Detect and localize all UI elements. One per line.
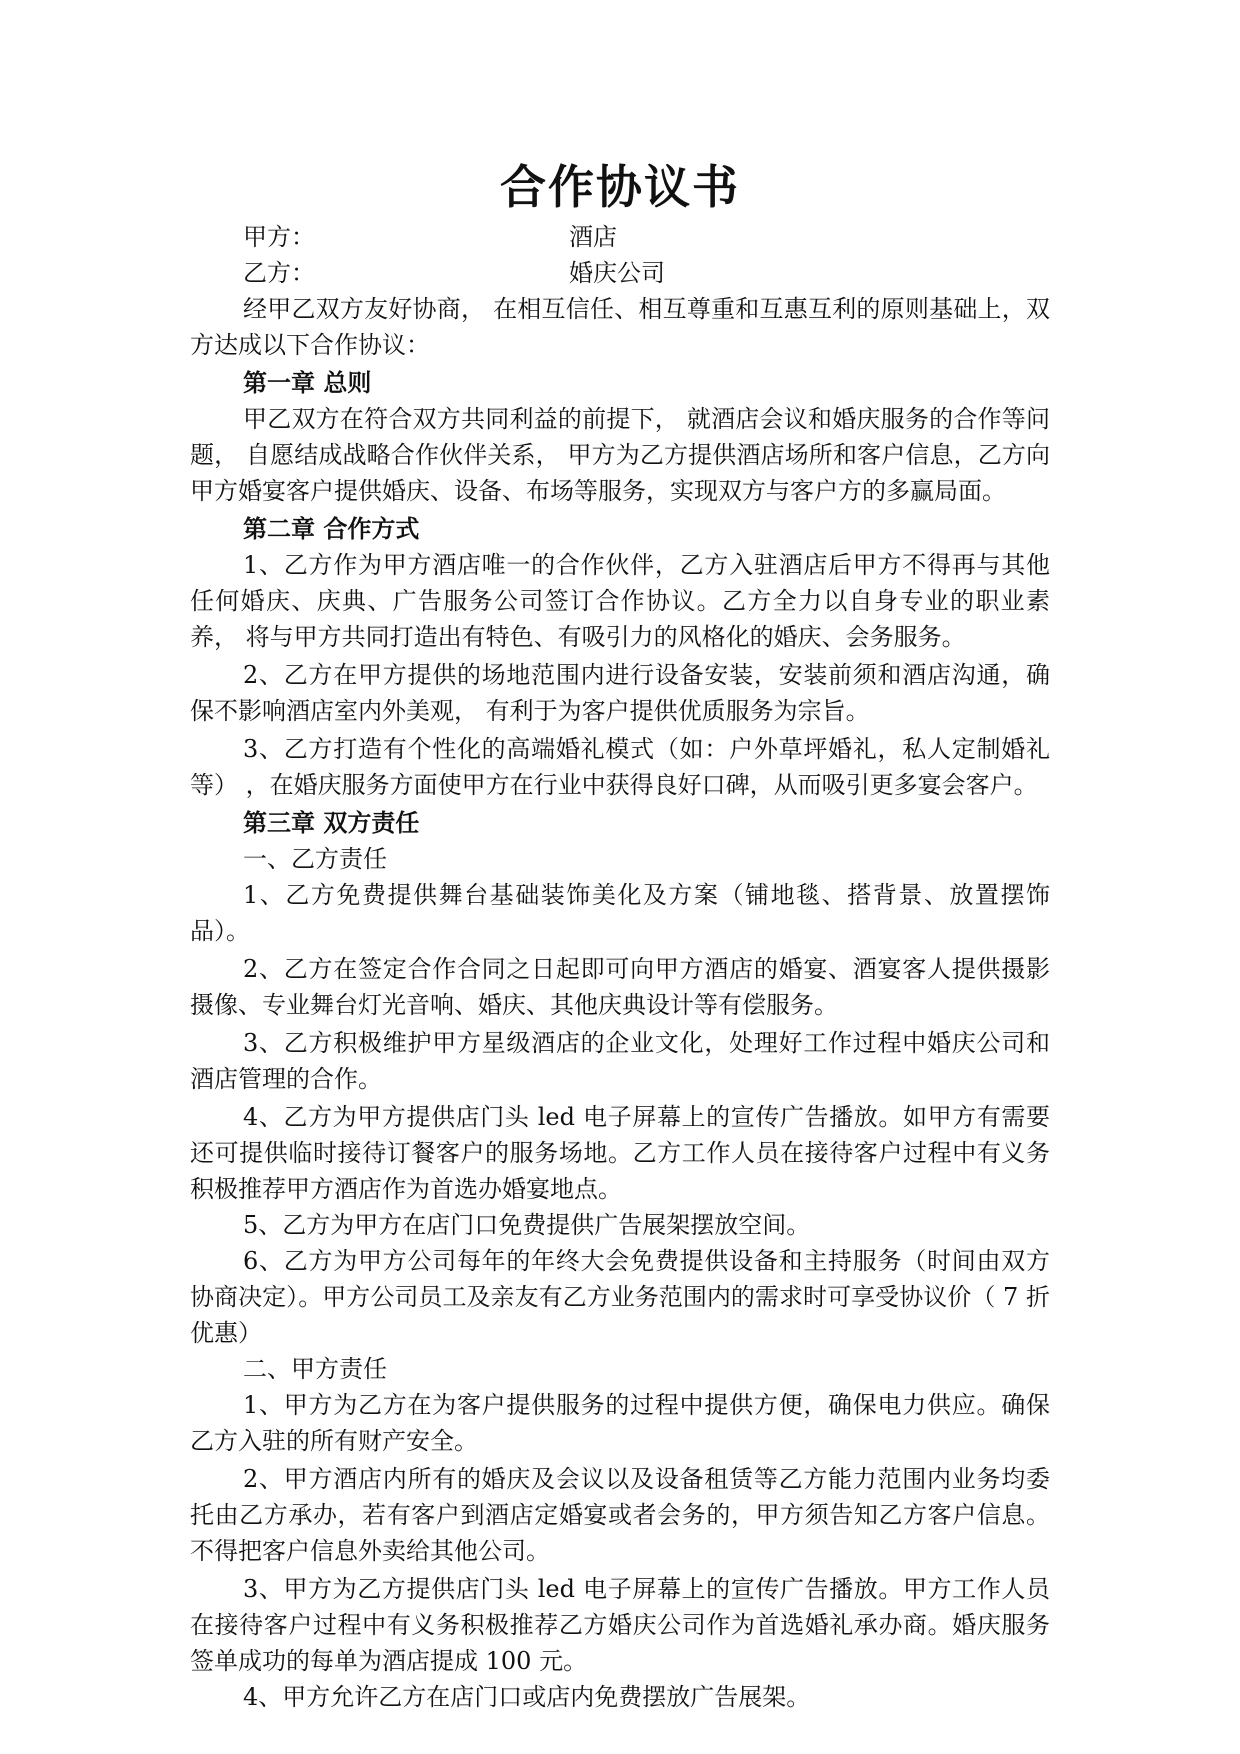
party-b-row xyxy=(190,255,1050,291)
party-a-label: 甲方： xyxy=(243,223,315,252)
section-b-item: 3、乙方积极维护甲方星级酒店的企业文化，处理好工作过程中婚庆公司和酒店管理的合作。 xyxy=(190,1029,1050,1094)
document-title: 合作协议书 xyxy=(500,160,740,214)
chapter-1-paragraph: 甲乙双方在符合双方共同利益的前提下， 就酒店会议和婚庆服务的合作等问题， 自愿结成战略合作伙伴关系， 甲方为乙方提供酒店场所和客户信息，乙方向甲方婚宴客户提供婚庆、设备、布场等服务，实现双方与客户方的多赢局面。 xyxy=(190,405,1050,506)
chapter-1-heading: 第一章 总则 xyxy=(243,368,372,398)
section-a-item: 2、甲方酒店内所有的婚庆及会议以及设备租赁等乙方能力范围内业务均委托由乙方承办，若有客户到酒店定婚宴或者会务的，甲方须告知乙方客户信息。不得把客户信息外卖给其他公司。 xyxy=(190,1465,1050,1566)
section-b-item: 1、乙方免费提供舞台基础装饰美化及方案（铺地毯、搭背景、放置摆饰品）。 xyxy=(190,881,1050,946)
section-a-item: 1、甲方为乙方在为客户提供服务的过程中提供方便，确保电力供应。确保乙方入驻的所有财产安全。 xyxy=(190,1391,1050,1456)
chapter-2-item: 3、乙方打造有个性化的高端婚礼模式（如：户外草坪婚礼，私人定制婚礼等） ，在婚庆服务方面使甲方在行业中获得良好口碑，从而吸引更多宴会客户。 xyxy=(190,735,1050,800)
party-b-label: 乙方： xyxy=(243,259,315,288)
chapter-3-heading: 第三章 双方责任 xyxy=(243,808,420,838)
section-b-item: 6、乙方为甲方公司每年的年终大会免费提供设备和主持服务（时间由双方协商决定）。甲方公司员工及亲友有乙方业务范围内的需求时可享受协议价（ 7 折优惠） xyxy=(190,1247,1050,1348)
section-a-item: 3、甲方为乙方提供店门头 led 电子屏幕上的宣传广告播放。甲方工作人员在接待客户过程中有义务积极推荐乙方婚庆公司作为首选婚礼承办商。婚庆服务签单成功的每单为酒店提成 100 元。 xyxy=(190,1575,1050,1676)
section-a-title: 二、甲方责任 xyxy=(243,1355,387,1384)
section-b-item: 2、乙方在签定合作合同之日起即可向甲方酒店的婚宴、酒宴客人提供摄影摄像、专业舞台灯光音响、婚庆、其他庆典设计等有偿服务。 xyxy=(190,955,1050,1020)
party-a-value: 酒店 xyxy=(569,223,617,252)
chapter-2-item: 1、乙方作为甲方酒店唯一的合作伙伴，乙方入驻酒店后甲方不得再与其他任何婚庆、庆典、广告服务公司签订合作协议。乙方全力以自身专业的职业素养， 将与甲方共同打造出有特色、有吸引力的风格化的婚庆、会务服务。 xyxy=(190,551,1050,652)
intro-paragraph: 经甲乙双方友好协商， 在相互信任、相互尊重和互惠互利的原则基础上，双方达成以下合作协议： xyxy=(190,295,1050,360)
chapter-2-item: 2、乙方在甲方提供的场地范围内进行设备安装，安装前须和酒店沟通，确保不影响酒店室内外美观， 有利于为客户提供优质服务为宗旨。 xyxy=(190,661,1050,726)
chapter-2-heading: 第二章 合作方式 xyxy=(243,514,420,544)
section-a-item: 4、甲方允许乙方在店门口或店内免费摆放广告展架。 xyxy=(243,1683,811,1712)
party-a-row xyxy=(190,219,1050,255)
section-b-title: 一、乙方责任 xyxy=(243,845,387,874)
section-b-item: 4、乙方为甲方提供店门头 led 电子屏幕上的宣传广告播放。如甲方有需要还可提供临时接待订餐客户的服务场地。乙方工作人员在接待客户过程中有义务积极推荐甲方酒店作为首选办婚宴地点。 xyxy=(190,1103,1050,1204)
party-b-value: 婚庆公司 xyxy=(569,259,665,288)
section-b-item: 5、乙方为甲方在店门口免费提供广告展架摆放空间。 xyxy=(243,1211,811,1240)
